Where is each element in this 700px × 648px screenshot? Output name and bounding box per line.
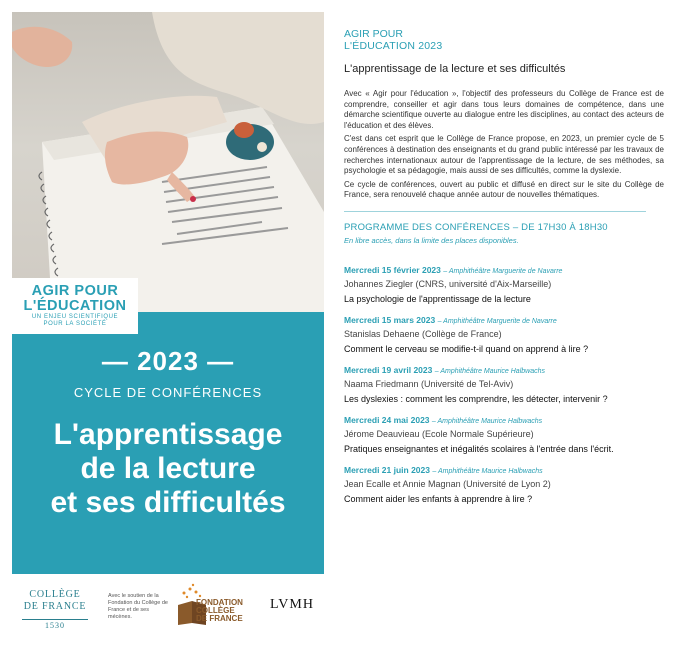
conference-date: Mercredi 24 mai 2023	[344, 414, 430, 425]
support-text: Avec le soutien de la Fondation du Collège de France et de ses mécènes.	[108, 593, 168, 620]
conference-speaker: Jérome Deauvieau (Ecole Normale Supérieure)	[344, 428, 534, 439]
conference-venue: – Amphithéâtre Maurice Halbwachs	[431, 417, 543, 425]
fondation-text	[196, 599, 243, 623]
college-logo-line2: DE FRANCE	[23, 601, 87, 612]
conference-item	[344, 265, 664, 304]
footer-logos	[12, 575, 332, 635]
section-divider	[344, 211, 646, 212]
cover-year: — 2023 —	[101, 346, 235, 376]
conference-date-line	[344, 415, 664, 425]
conference-date-line	[344, 315, 664, 325]
cover-title-line: de la lecture	[80, 452, 256, 485]
cover-title-line: et ses difficultés	[50, 486, 286, 519]
conference-date: Mercredi 21 juin 2023	[344, 464, 430, 475]
conference-talk: La psychologie de l'apprentissage de la lecture	[344, 293, 531, 304]
intro-paragraph: Ce cycle de conférences, ouvert au public et diffusé en direct sur le site du Collège de France, sera renouvelé chaque année autour de nouvelles thématiques.	[344, 179, 664, 200]
cover-title	[12, 418, 324, 520]
agir-pour-education-badge	[12, 278, 138, 334]
conference-talk: Les dyslexies : comment les comprendre, les détecter, intervenir ?	[344, 393, 608, 404]
kicker-line2: L'ÉDUCATION 2023	[344, 40, 443, 52]
child-reading-illustration	[12, 12, 324, 312]
conference-talk: Pratiques enseignantes et inégalités scolaires à l'entrée dans l'écrit.	[344, 443, 614, 454]
badge-line2: L'ÉDUCATION	[23, 298, 127, 314]
conference-item	[344, 415, 664, 454]
conference-speaker: Naama Friedmann (Université de Tel-Aviv)	[344, 378, 514, 389]
conference-talk: Comment aider les enfants à apprendre à lire ?	[344, 493, 533, 504]
conference-venue: – Amphithéâtre Maurice Halbwachs	[434, 367, 545, 375]
right-title: L'apprentissage de la lecture et ses difficultés	[344, 63, 566, 75]
conference-venue: – Amphithéâtre Marguerite de Navarre	[437, 317, 557, 325]
program-title: PROGRAMME DES CONFÉRENCES – DE 17H30 À 18H30	[344, 221, 608, 233]
cover-cycle-label: CYCLE DE CONFÉRENCES	[73, 385, 263, 400]
conference-speaker: Johannes Ziegler (CNRS, université d'Aix-Marseille)	[344, 278, 552, 289]
badge-line4: POUR LA SOCIÉTÉ	[43, 321, 107, 327]
college-de-france-logo	[22, 589, 88, 630]
college-logo-year: 1530	[22, 619, 88, 630]
conference-talk: Comment le cerveau se modifie-t-il quand on apprend à lire ?	[344, 343, 589, 354]
conference-list	[344, 265, 664, 504]
cover-title-panel	[12, 312, 324, 574]
conference-date: Mercredi 19 avril 2023	[344, 364, 433, 375]
conference-date: Mercredi 15 février 2023	[344, 264, 441, 275]
conference-speaker: Jean Ecalle et Annie Magnan (Université de Lyon 2)	[344, 478, 551, 489]
conference-item	[344, 315, 664, 354]
conference-item	[344, 365, 664, 404]
conference-item	[344, 465, 664, 504]
conference-date: Mercredi 15 mars 2023	[344, 314, 436, 325]
conference-venue: – Amphithéâtre Maurice Halbwachs	[432, 467, 543, 475]
conference-date-line	[344, 365, 664, 375]
college-logo-line1: COLLÈGE	[29, 589, 81, 600]
conference-venue: – Amphithéâtre Marguerite de Navarre	[443, 267, 563, 275]
kicker-line1: AGIR POUR	[344, 28, 403, 40]
program-subtitle: En libre accès, dans la limite des places disponibles.	[344, 235, 519, 245]
kicker	[344, 28, 664, 52]
fondation-line3: DE FRANCE	[196, 614, 243, 623]
conference-speaker: Stanislas Dehaene (Collège de France)	[344, 328, 502, 339]
cover-title-line: L'apprentissage	[53, 418, 283, 451]
conference-date-line	[344, 265, 664, 275]
intro-paragraph: C'est dans cet esprit que le Collège de France propose, en 2023, un premier cycle de 5 conférences à destination des enseignants et du grand public intéressé par les travaux de recherches internationaux autour de l'apprentissage de la lecture, de ses méthodes, sa psychologie et sa pédagogie, mais aussi de ses difficultés, comme la dyslexie.	[344, 134, 664, 176]
intro-paragraph: Avec « Agir pour l'éducation », l'objectif des professeurs du Collège de France est de comprendre, conseiller et agir dans tous leurs domaines de compétence, dans une démarche scientifique ouverte au dialogue entre les disciplines, au contact des acteurs de l'éducation et des élèves.	[344, 89, 664, 130]
badge-line3: UN ENJEU SCIENTIFIQUE	[31, 314, 119, 320]
right-column	[344, 28, 664, 504]
conference-date-line	[344, 465, 664, 475]
fondation-logo	[174, 583, 254, 627]
fondation-line1: FONDATION	[196, 598, 243, 607]
lvmh-logo: LVMH	[270, 597, 314, 612]
cover-photo	[12, 12, 324, 312]
badge-line1: AGIR POUR	[31, 283, 119, 299]
fondation-line2: COLLÈGE	[196, 606, 235, 615]
